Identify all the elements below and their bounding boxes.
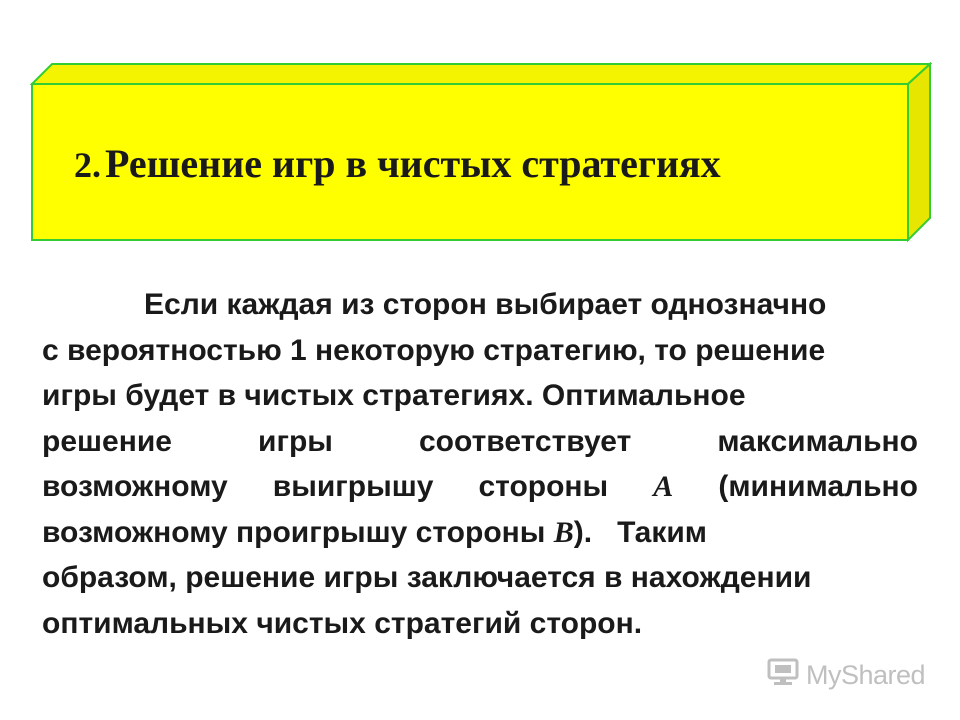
banner-top-face: [32, 64, 930, 84]
watermark-brand: MyShared: [806, 659, 926, 690]
body-line-4: решение игры соответствует максимально: [42, 424, 918, 458]
body-line-3: игры будет в чистых стратегиях. Оптимальное: [42, 379, 746, 412]
body-line-6-end: ). Таким: [573, 515, 707, 549]
body-line-7: образом, решение игры заключается в нахождении: [42, 561, 812, 594]
title-banner: [28, 62, 932, 244]
body-line-1: Если каждая из сторон выбирает однозначно: [144, 288, 827, 321]
body-line-5: [42, 464, 918, 510]
side-b-label: В: [553, 515, 574, 549]
body-line-8: оптимальных чистых стратегий сторон.: [42, 606, 643, 640]
body-line-6-start: возможному проигрышу стороны: [42, 515, 546, 549]
body-line-6: [42, 510, 918, 556]
body-line-2: с вероятностью 1 некоторую стратегию, то решение: [42, 333, 826, 367]
myshared-logo-icon: [766, 658, 800, 693]
body-line-5-start: возможному выигрышу стороны: [42, 470, 609, 503]
myshared-watermark: [766, 654, 925, 696]
body-line-5-end: (минимально: [718, 470, 918, 503]
slide-title: [74, 140, 914, 187]
side-a-label: А: [653, 470, 674, 503]
title-number: 2.: [74, 145, 101, 185]
title-heading: Решение игр в чистых стратегиях: [105, 141, 721, 186]
body-paragraph: [42, 282, 918, 646]
